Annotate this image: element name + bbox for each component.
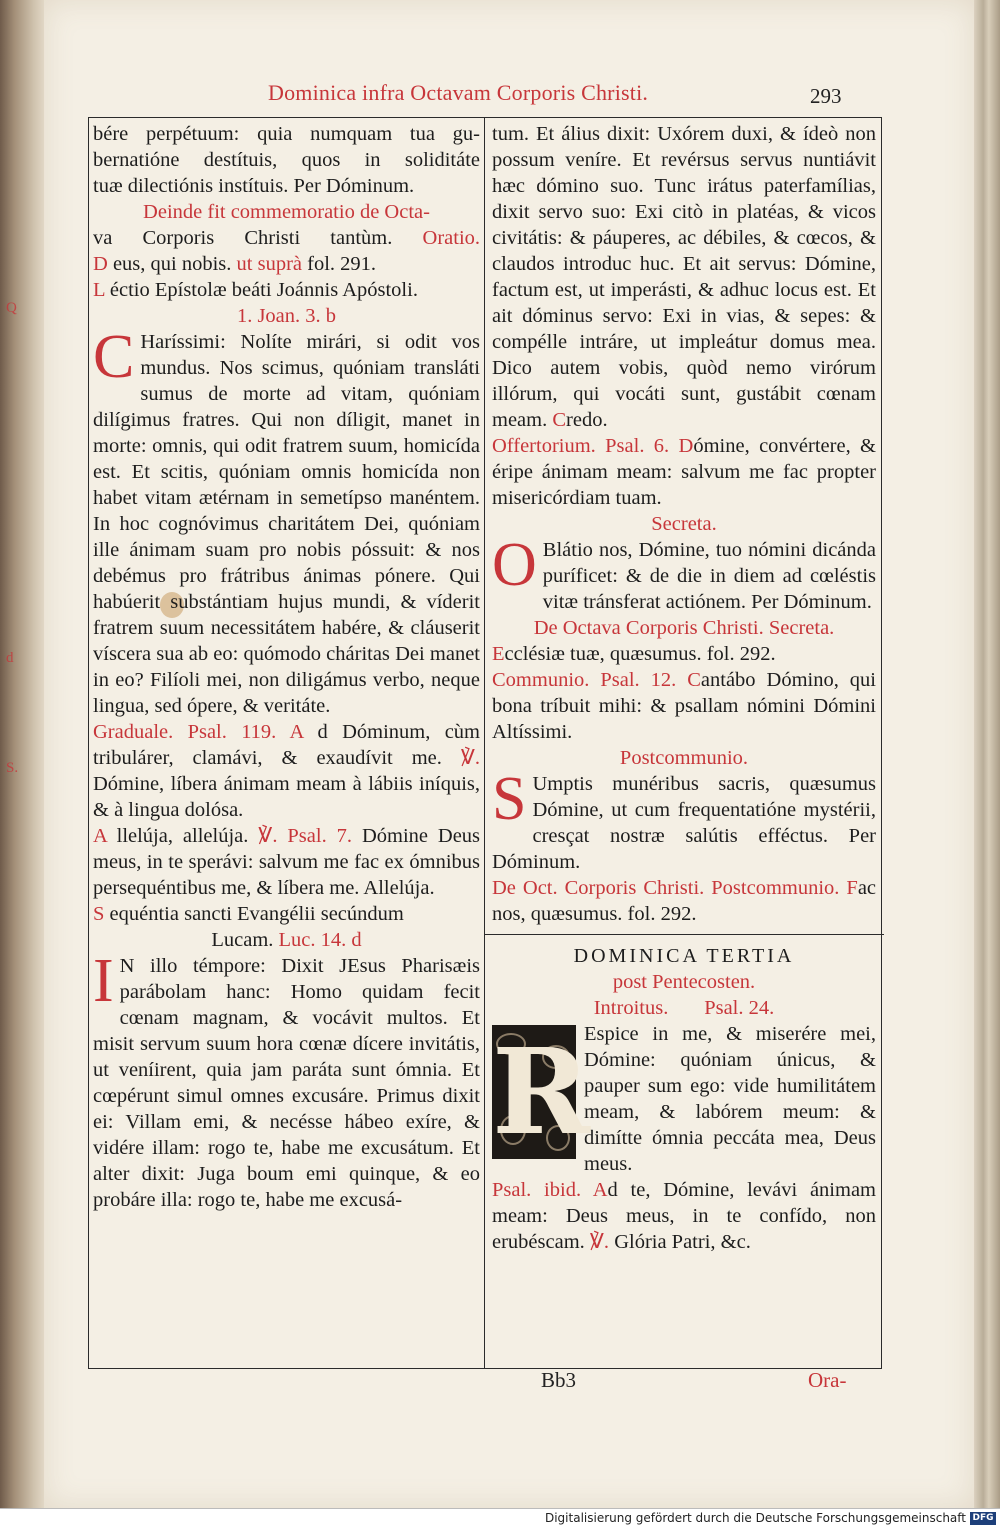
column-divider — [484, 117, 485, 1369]
rubric-span: Luc. 14. d — [278, 929, 362, 951]
drop-cap: C — [93, 323, 135, 391]
woodcut-initial — [492, 1022, 591, 1161]
digitization-footer — [0, 1508, 1000, 1529]
ecclesiae-line — [492, 641, 876, 667]
text-span: redo. — [566, 409, 608, 431]
rubric-span: Oratio. — [422, 227, 481, 249]
left-column — [93, 121, 480, 1213]
text-span: d te, Dómine, levávi ánimam meam: Deus meus, in te confído, non erubéscam. — [492, 1179, 876, 1253]
rubric: Secreta. — [651, 513, 717, 535]
running-title: Dominica infra Octavam Corporis Christi. — [268, 80, 649, 105]
introitus-text — [492, 1021, 876, 1177]
section-rule — [484, 934, 884, 935]
secreta-text — [492, 531, 876, 615]
epistle-body: Haríssimi: Nolíte mirári, si odit vos mundus. Nos scimus, quóniam transláti sumus de morte ad vitam, quóniam dilígimus fratres. Qui non díligit, manet in morte: omnis, qui odit fratrem suum, homicída est. Et scitis, quóniam omnis homicída non habet vitam ætérnam in semetípso manéntem. In hoc cognóvimus charitátem Dei, quóniam ille ánimam suam pro nobis póssuit: & nos debémus pro frátribus ánimas pónere. Qui habúerit substántiam hujus mundi, & víderit fratrem suum necessitátem habére, & cláuserit víscera sua ab eo: quómodo cháritas Dei manet in eo? Filíoli mei, non diligámus verbo, neque lingua, sed ópere, & veritáte. — [93, 331, 480, 717]
text-span: Dómine, líbera ánimam meam à lábiis iníquis, & à lingua dolósa. — [93, 773, 480, 821]
catchword: Ora- — [808, 1368, 847, 1392]
text-span: Lucam. — [211, 929, 274, 951]
versicle-symbol: ℣. — [460, 747, 481, 769]
text-span: eus, qui nobis. — [112, 253, 232, 275]
rubric: Deinde fit commemoratio de Octa- — [143, 201, 430, 223]
gospel-reference — [93, 927, 480, 953]
text-span: cclésiæ tuæ, quæsumus. fol. 292. — [504, 643, 776, 665]
text-span: Umptis munéribus sacris, quæsumus Dómine, ut cum frequentatióne mystérii, cresçat nostræ salútis efféctus. Per Dóminum. — [492, 773, 876, 873]
initial-letter: F — [846, 877, 858, 899]
initial-letter: A — [289, 721, 304, 743]
section-title: DOMINICA TERTIA — [573, 945, 795, 967]
sequentia-line — [93, 901, 480, 927]
postcommunio-text — [492, 765, 876, 875]
postcommunio-ref — [492, 875, 876, 927]
text-span: equéntia sancti Evangélii secúndum — [109, 903, 404, 925]
text-span: Espice in me, & miserére mei, Dómine: quóniam únicus, & pauper sum ego: vide humilitátem meam, & labórem meum: & dimítte ómnia peccáta mea, Deus meus. — [584, 1023, 876, 1175]
initial-letter: L — [93, 279, 105, 301]
margin-fragment: d — [6, 650, 14, 666]
lectio-line — [93, 277, 480, 303]
signature-mark: Bb3 — [541, 1368, 577, 1392]
footer-credit: Digitalisierung gefördert durch die Deutsche Forschungsgemeinschaft — [544, 1511, 966, 1525]
text-span: va Corporis Christi tantùm. — [93, 227, 393, 249]
initial-letter: D — [678, 435, 694, 457]
oratio-line — [93, 251, 480, 277]
initial-letter: C — [552, 409, 567, 431]
woodcut-letter: R — [492, 1022, 591, 1161]
text-span: Blátio nos, Dómine, tuo nómini dicánda puríficet: & de die in diem ad cœléstis vitæ tránsferat actiónem. Per Dóminum. — [542, 539, 876, 613]
rubric-span: Psal. ibid. — [492, 1179, 582, 1201]
page-edge — [972, 0, 1000, 1528]
epistle-text — [93, 323, 480, 719]
margin-fragment: S. — [6, 760, 19, 776]
text-span: Glória Patri, &c. — [614, 1231, 751, 1253]
text-span: antábo Dómino, qui bona tríbuit mihi: & psallam nómini Dómini Altíssimi. — [492, 669, 876, 743]
introitus-heading — [492, 995, 876, 1021]
gospel-body: N illo témpore: Dixit JEsus Pharisæis parábolam hanc: Homo quidam fecit cœnam magnam, & vocávit multos. Et misit servum suum hora cœnæ dícere invitátis, ut veníirent, quia jam paráta sunt ómnia. Et cœpérunt simul omnes excusáre. Primus dixit ei: Villam emi, & necésse hábeo exíre, & vidére illam: rogo te, habe me excusátum. Et alter dixit: Juga boum emi quinque, & eo probáre illa: rogo te, habe me excusá- — [93, 955, 480, 1211]
initial-letter: D — [93, 253, 108, 275]
rubric-span: De Oct. Corporis Christi. Postcommunio. — [492, 877, 840, 899]
section-subtitle: post Pentecosten. — [612, 971, 756, 993]
rubric: De Octava Corporis Christi. Secreta. — [533, 617, 835, 639]
initial-letter: A — [93, 825, 107, 847]
rubric-span: Introitus. — [593, 997, 669, 1019]
rubric-span: Graduale. Psal. 119. — [93, 721, 277, 743]
text-line: bére perpétuum: quia numquam tua gu- — [93, 123, 480, 145]
initial-letter: A — [592, 1179, 608, 1201]
rubric-span: Communio. Psal. 12. — [492, 669, 677, 691]
graduale — [93, 719, 480, 823]
text-span: fol. 291. — [307, 253, 377, 275]
text-span: Dómine Deus meus, in te sperávi: salvum me fac ex ómnibus persequéntibus me, & líbera me. Allelúja. — [93, 825, 481, 899]
drop-cap: O — [492, 531, 537, 599]
communio — [492, 667, 876, 745]
initial-letter: C — [687, 669, 701, 691]
text-line: tuæ dilectiónis instítuis. Per Dóminum. — [93, 175, 415, 197]
initial-letter: E — [492, 643, 505, 665]
text-span: tum. Et álius dixit: Uxórem duxi, & ídeò non possum veníre. Et revérsus servus nuntiávit hæc dómino suo. Tunc irátus paterfamílias, dixit servo suo: Exi citò in platéas, & vicos civitátis: & páuperes, ac débiles, & cœcos, & claudos introduc huc. Et ait servus: Dómine, factum est, ut imperásti, & adhuc locus est. Et ait dóminus servo: Exi in vias, & sepes: & compélle intráre, ut impleátur domus mea. Dico autem vobis, quòd nemo virórum illórum, qui vocáti sunt, gustábit cœnam meam. — [492, 123, 876, 431]
alleluia — [93, 823, 480, 901]
dfg-logo: DFG — [970, 1512, 996, 1525]
text-span: d Dóminum, cùm tribulárer, clamávi, & exaudívit me. — [93, 721, 480, 769]
text-span: éctio Epístolæ beáti Joánnis Apóstoli. — [109, 279, 418, 301]
rubric-span: Psal. 7. — [287, 825, 352, 847]
drop-cap: S — [492, 765, 527, 833]
rubric: Postcommunio. — [619, 747, 749, 769]
text-span: ac nos, quæsumus. fol. 292. — [492, 877, 877, 925]
psalm-verse — [492, 1177, 876, 1255]
scripture-reference: 1. Joan. 3. b — [236, 305, 337, 327]
versicle-symbol: ℣. — [589, 1231, 610, 1253]
gospel-text — [93, 947, 480, 1213]
text-span: ómine, convértere, & éripe ánimam meam: salvum me fac propter misericórdiam tuam. — [492, 435, 876, 509]
versicle-symbol: ℣. — [258, 825, 278, 847]
text-line: bernatióne destítuis, quos in soliditáte — [93, 149, 480, 171]
rubric-span: Psal. 24. — [704, 997, 775, 1019]
text-span: llelúja, allelúja. — [116, 825, 249, 847]
rubric-span: ut suprà — [236, 253, 302, 275]
gospel-continuation — [492, 121, 876, 433]
page-number: 293 — [810, 84, 842, 108]
drop-cap: I — [93, 947, 114, 1015]
rubric-span: Offertorium. Psal. 6. — [492, 435, 670, 457]
initial-letter: S — [93, 903, 105, 925]
margin-fragment: Q — [6, 300, 17, 316]
offertorium — [492, 433, 876, 511]
right-column — [492, 121, 876, 1255]
rubric-line — [93, 225, 480, 251]
